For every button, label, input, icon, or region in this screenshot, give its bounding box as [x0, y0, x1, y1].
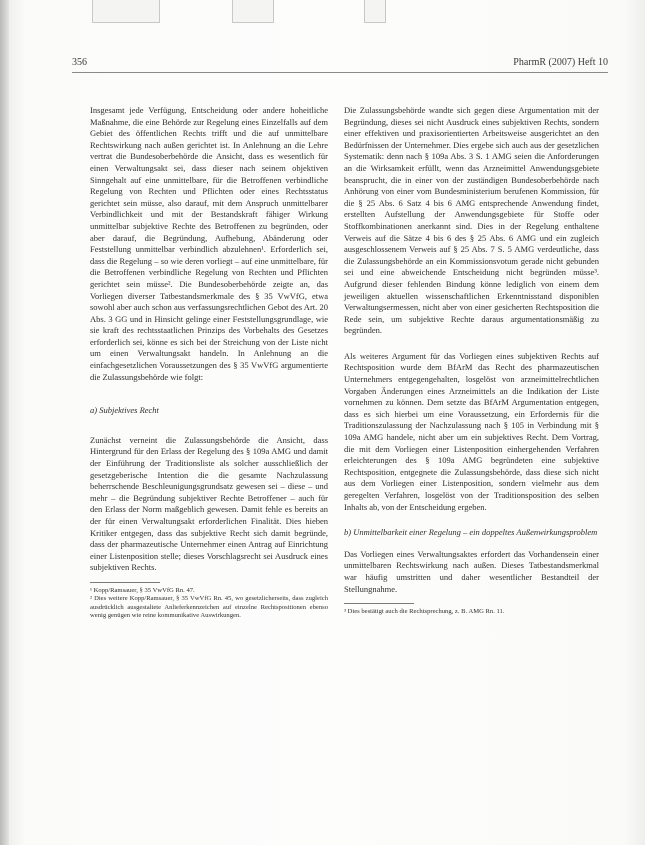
- body-paragraph: Die Zulassungsbehörde wandte sich gegen diese Argumentation mit der Begründung, dieses sei nicht Ausdruck eines subjektiven Rechts, sondern einer effektiven und praxisorientierten Arbeitsweise ausgerichtet an den Bedürfnissen der Unternehmer. Dies ergebe sich auch aus der gesetzlichen Systematik: denn nach § 109a Abs. 3 S. 1 AMG seien die Anforderungen an die Wirksamkeit erfüllt, wenn das Arzneimittel Anwendungsgebiete beansprucht, die in einer von der zuständigen Bundesoberbehörde nach Anhörung von einer vom Bundesministerium berufenen Kommission, für die § 25 Abs. 6 Satz 4 bis 6 AMG entsprechende Anwendung findet, erstellten Aufstellung der Anwendungsgebiete für Stoffe oder Stoffkombinationen anerkannt sind. Dies in der Regelung enthaltene Verweis auf die Sätze 4 bis 6 des § 25 Abs. 6 AMG und ein zugleich ausgeschlossenem Verweis auf § 25 Abs. 7 S. 5 AMG verdeutliche, dass die Zulassungsbehörde an ein Kommissionsvotum gerade nicht gebunden sei und eine abweichende Entscheidung nicht begründen müsse³. Aufgrund dieser fehlenden Bindung könne lediglich von einem dem jeweiligen aktuellen wissenschaftlichen Erkenntnisstand disponiblen Verwaltungsermessen, nicht aber von einer gesicherten Rechtsposition die Rede sein, um subjektive Rechte daraus argumentationsmäßig zu begründen.: [344, 105, 599, 336]
- footnote-rule: [344, 603, 414, 604]
- journal-issue: PharmR (2007) Heft 10: [513, 57, 608, 68]
- paper-tab-mark: [92, 0, 160, 23]
- footnote-rule: [90, 582, 160, 583]
- body-paragraph: Das Vorliegen eines Verwaltungsaktes erfordert das Vorhandensein einer unmittelbaren Rechtswirkung nach außen. Dieses Tatbestandsmerkmal war häufig umstritten und daher wesentlicher Bestandteil der Stellungnahme.: [344, 548, 599, 594]
- paper-tab-mark: [232, 0, 274, 23]
- right-column: [344, 105, 599, 617]
- header-rule: [72, 72, 608, 73]
- body-paragraph: Zunächst verneint die Zulassungsbehörde die Ansicht, dass Hintergrund für den Erlass der Regelung des § 109a AMG und damit der Einführung der Traditionsliste als solcher ausschließlich der gesetzgeberische Intention die die gesamte Nachzulassung beherrschende Beschleunigungsgrundsatz gewesen sei – diese – und mehr – die Begründung subjektiver Rechte Betroffener – auch für den Erlass der Norm maßgeblich gewesen. Damit fehle es bereits an der für einen Verwaltungsakt erforderlichen Finalität. Dies hieben Kritiker entgegen, dass das subjektive Recht sich damit begründe, dass der pharmazeutische Unternehmer einen Antrag auf Einrichtung einer Listenposition stelle; dieses Vorschlagsrecht sei Ausdruck eines subjektiven Rechts.: [90, 434, 328, 573]
- paper-tab-mark: [364, 0, 386, 23]
- page-header: [72, 56, 608, 70]
- binding-edge-shadow: [0, 0, 9, 845]
- page-number: 356: [72, 57, 87, 68]
- section-heading: b) Unmittelbarkeit einer Regelung – ein doppeltes Außenwirkungsproblem: [344, 527, 598, 538]
- body-paragraph: Insgesamt jede Verfügung, Entscheidung oder andere hoheitliche Maßnahme, die eine Behörde zur Regelung eines Einzelfalls auf dem Gebiet des öffentlichen Rechts trifft und die auf unmittelbare Rechtswirkung nach außen gerichtet ist. In Anlehnung an die Lehre vertrat die Bundesoberbehörde die Ansicht, dass es wesentlich für einen Verwaltungsakt sei, dass dieser nach seinem objektiven Sinngehalt auf eine unmittelbare, für die Betroffenen verbindliche Regelung von Rechten und Pflichten oder eines Rechtsstatus gerichtet sein müsse, also darauf, mit dem Anspruch unmittelbarer Verbindlichkeit und mit der Bestandskraft fähiger Wirkung unmittelbar subjektive Rechte des Betroffenen zu begründen, oder aber darauf, die Begründung, Aufhebung, Abänderung oder Feststellung unmittelbar verbindlich abzulehnen¹. Erforderlich sei, dass die Regelung – so wie deren vorliegt – auf eine unmittelbare, für die Betroffenen verbindliche Regelung von Rechten und Pflichten gerichtet sein müsse². Die Bundesoberbehörde zeigte an, das Vorliegen diverser Tatbestandsmerkmale des § 35 VwVfG, etwa sowohl aber auch schon aus verfassungsrechtlichen Gebot des Art. 20 Abs. 3 GG und in Hinsicht gelinge einer Feststellungsgrundlage, wie sie kraft des rechtsstaatlichen Prinzips des Vorbehalts des Gesetzes erforderlich sei, könne es sich bei der Streichung von der Liste nicht um einen Verwaltungsakt handeln. In Anlehnung an die einfachgesetzlichen Voraussetzungen des § 35 VwVfG argumentierte die Zulassungsbehörde wie folgt:: [90, 105, 328, 382]
- footnote: ² Dies weitere Kopp/Ramsauer, § 35 VwVfG Rn. 45, wo gesetzlicherseits, dass zugleich ausdrücklich ausgestaltete Anlieferkennzeichen auf einzelne Rechtspositionen ebenso wenig genügen wie reine kommunikative Auswirkungen.: [90, 595, 328, 620]
- left-column: [90, 105, 328, 621]
- body-paragraph: Als weiteres Argument für das Vorliegen eines subjektiven Rechts auf Rechtsposition wurde dem BfArM das Recht des pharmazeutischen Unternehmers entgegengehalten, losgelöst von arzneimittelrechtlichen Vorgaben Änderungen eines Arzneimittels an die Indikation der Liste vornehmen zu können. Dem setzte das BfArM Argumentation entgegen, dass es sich hierbei um eine Voraussetzung, ein Erfordernis für die Traditionszulassung der Nachzulassung nach § 105 in Verbindung mit § 109a AMG handele, nicht aber um ein subjektives Recht. Dem Vortrag, die mit dem Vorliegen einer Listenposition einhergehenden Verfahren erleichterungen des § 109a AMG begründeten eine subjektive Rechtsposition, entgegnete die Zulassungsbehörde, dass diese sich nicht aus dem Vorliegen einer Listenposition, sondern vielmehr aus dem geregelten Verfahren, losgelöst von der Traditionsposition des selben Inhalts ab, von der Entscheidung ergeben.: [344, 350, 599, 512]
- section-heading: a) Subjektives Recht: [90, 405, 159, 416]
- footnote: ³ Dies bestätigt auch die Rechtsprechung, z. B. AMG Rn. 11.: [344, 608, 505, 616]
- footnote: ¹ Kopp/Ramsauer, § 35 VwVfG Rn. 47.: [90, 586, 195, 594]
